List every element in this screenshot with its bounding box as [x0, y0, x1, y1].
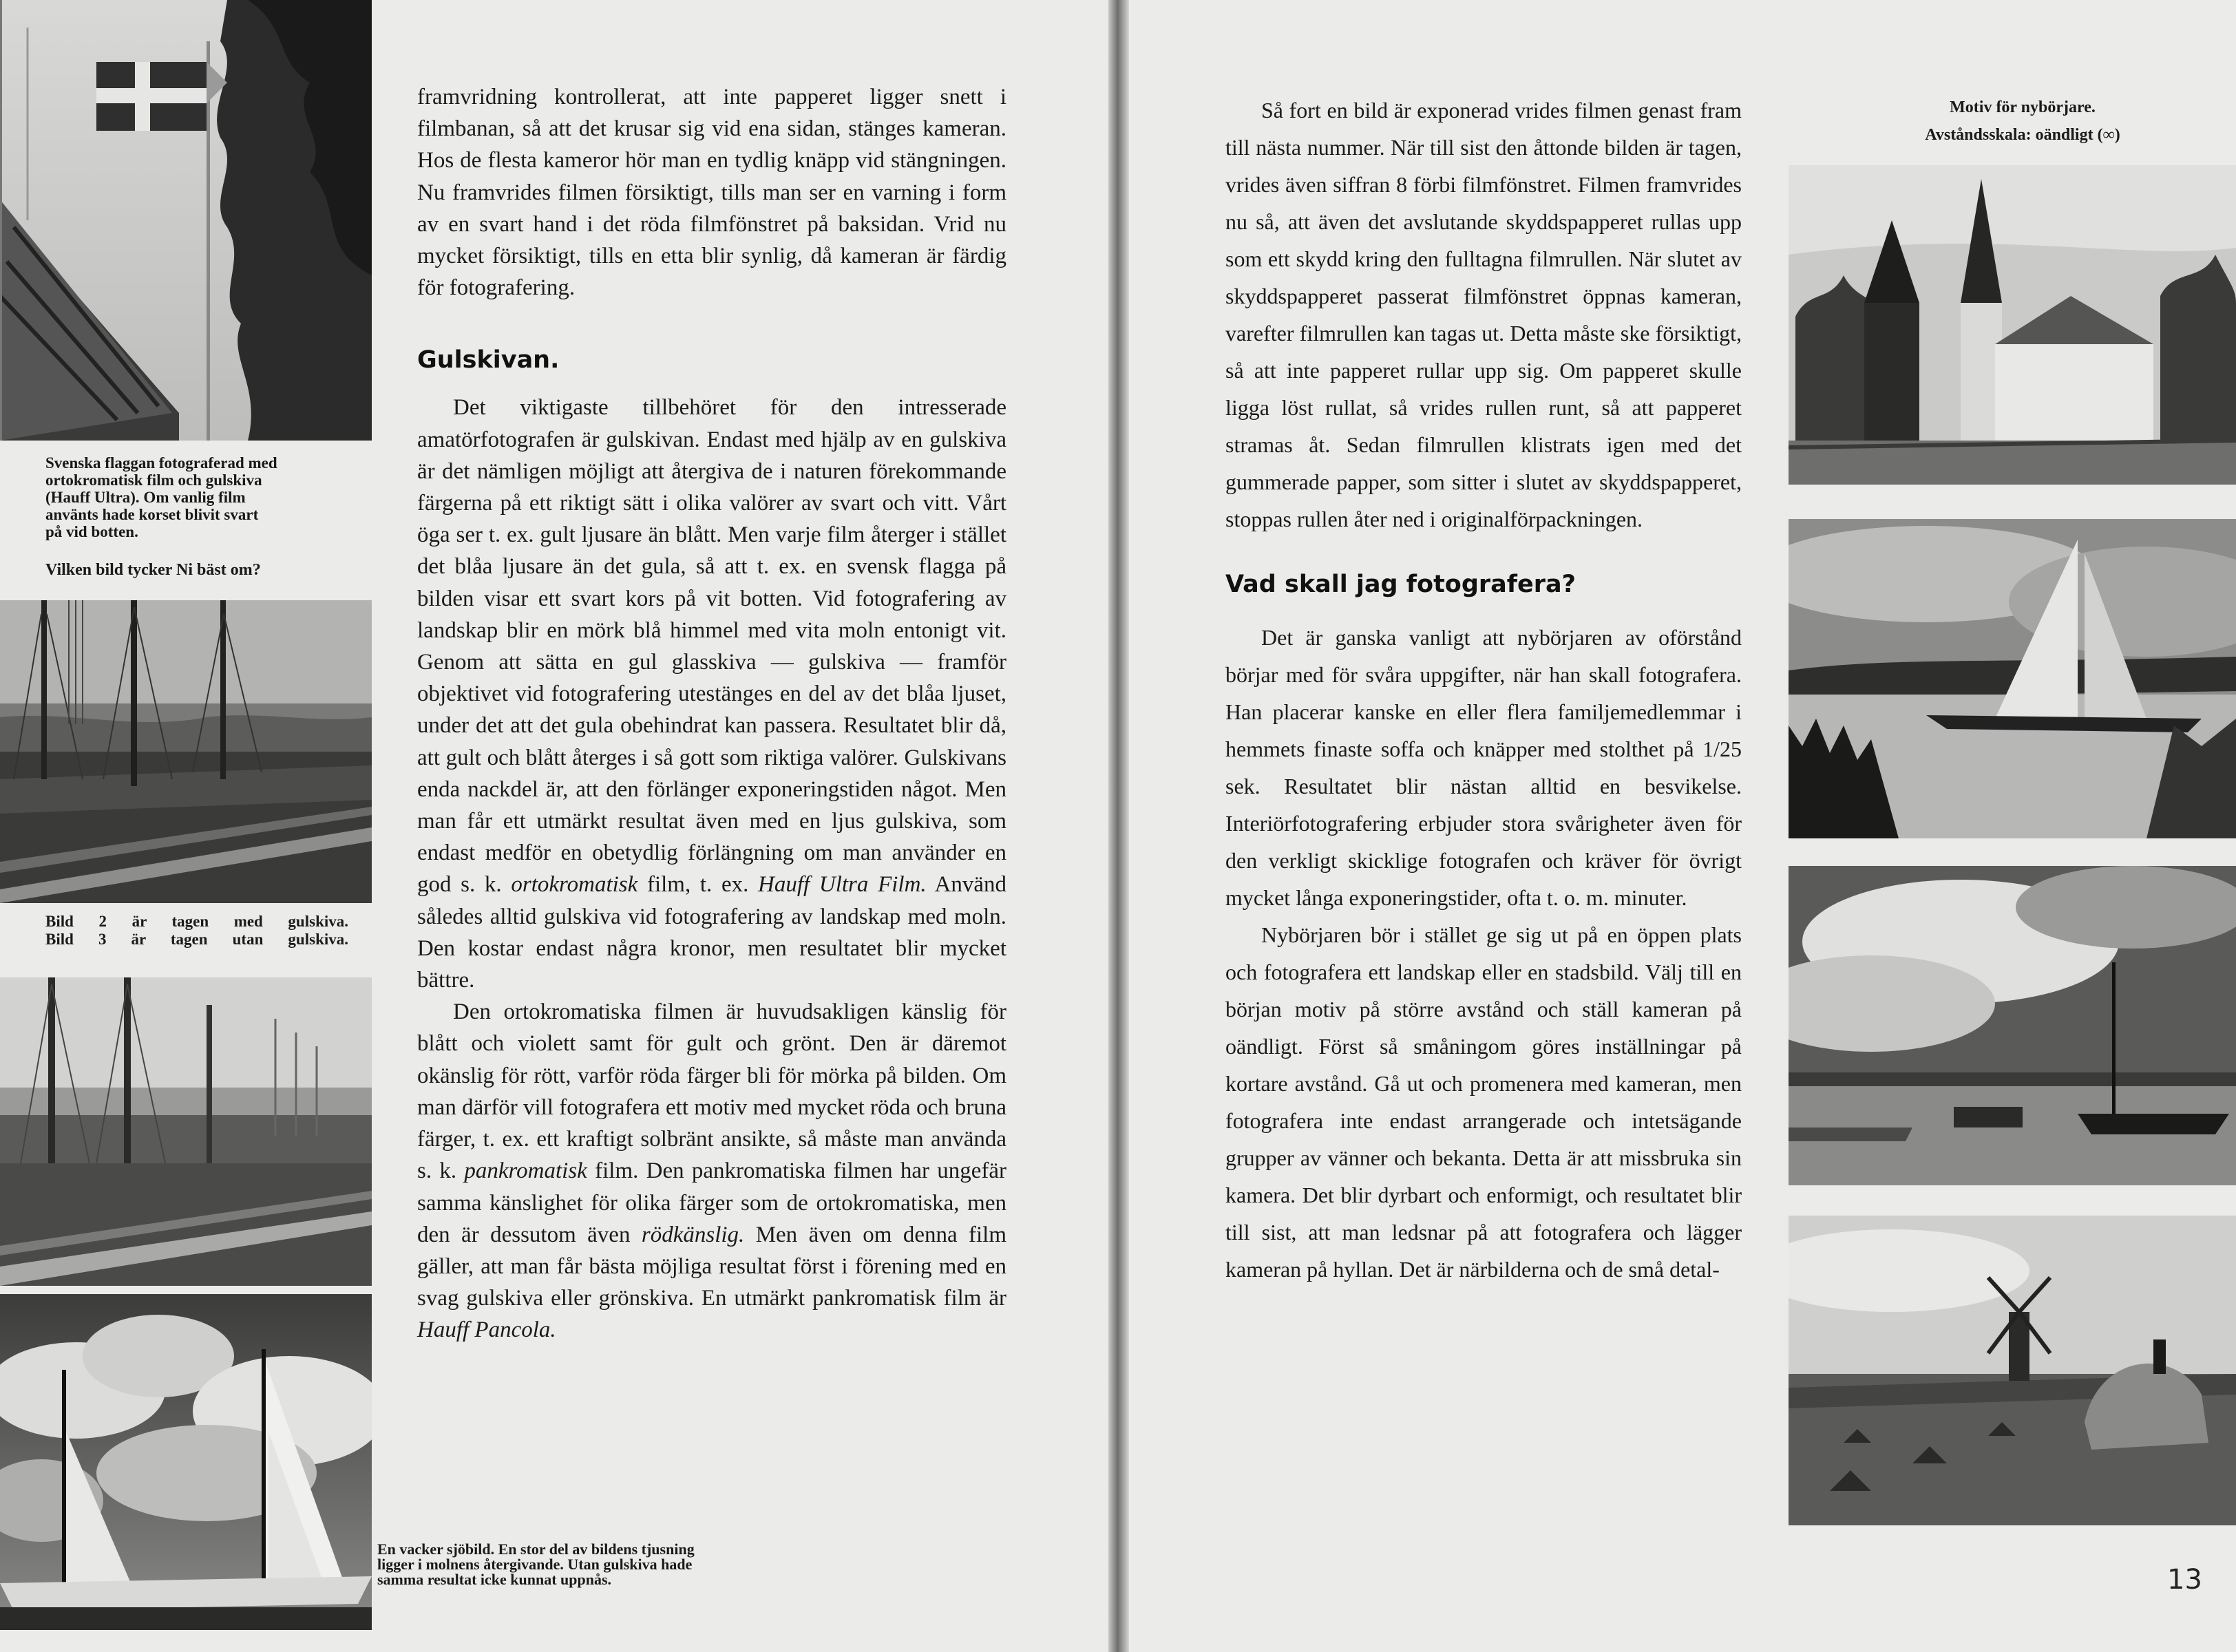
photo-sailing-ship: [0, 1294, 372, 1630]
caption-bild2-bild3: [45, 913, 348, 949]
heading-gulskivan: Gulskivan.: [417, 346, 560, 374]
caption-motiv-line: Motiv för nybörjare.: [1950, 98, 2096, 116]
text-run: film. Den pankromatiska filmen har ungefär samma känslighet för olika färger som de ortokromatiska, men den är dessutom även: [417, 1158, 1007, 1247]
text-emphasis: pankromatisk: [464, 1158, 587, 1184]
caption-sea: [377, 1542, 845, 1587]
photo-harbor-with-filter: [0, 600, 372, 903]
text-run: Men även om denna film gäller, att man får bästa möjliga resultat först i förening med en svag gulskiva eller grönskiva. En utmärkt pankromatisk film är: [417, 1222, 1007, 1311]
caption-motiv-line: Avståndsskala: oändligt (∞): [1925, 126, 2120, 144]
paragraph-nyborjaren-1: Det är ganska vanligt att nybörjaren av oförstånd börjar med för svåra uppgifter, när han skall fotografera. Han placerar kanske en eller flera familjemedlemmar i hemmets finaste soffa och knäpper med stolthet på 1/25 sek. Resultatet blir nästan alltid en besvikelse. Interiörfotografering erbjuder stora svårigheter även för den verkligt skicklige fotografen och kräver för övrigt mycket långa exponeringstider, ofta t. o. m. minuter.: [1225, 625, 1742, 910]
photo-church: [1789, 165, 2236, 485]
text-run: Det viktigaste tillbehöret för den intresserade amatörfotografen är gulskivan. Endast med hjälp av en gulskiva är det nämligen möjligt att återgiva de i naturen förekommande färgerna på ett riktigt sätt i olika valörer av svart och vitt. Vårt öga ser t. ex. gult ljusare än blått. Men varje film återger i stället det blåa ljusare än det gula, så att t. ex. en svensk flagga på bilden visar ett svart kors på vit botten. Vid fotografering av landskap blir en mörk blå himmel med vita moln entonigt vit. Genom att sätta en gul glasskiva — gulskiva — framför objektivet vid fotografering utestänges en del av det blåa ljuset, under det att det gula obehindrat kan passera. Resultatet blir då, att gult och blått återges i så gott som riktiga valörer. Gulskivans enda nackdel är, att den förlänger exponeringstiden något. Men man får ett utmärkt resultat även med en ljus gulskiva, som endast medför en obetydlig förlängning om man använder en god s. k.: [417, 395, 1006, 898]
text-emphasis: rödkänslig.: [641, 1222, 745, 1247]
photo-swedish-flag: [0, 0, 372, 441]
paragraph-filmrulle: Så fort en bild är exponerad vrides filmen genast fram till nästa nummer. När till sist den åttonde bilden är tagen, vrides även siffran 8 förbi filmfönstret. Filmen framvrides nu så, att även det avslutande skyddspapperet rullas upp som ett skydd kring den fulltagna filmrullen. När slutet av skyddspapperet passerat filmfönstret öppnas kameran, varefter filmrullen kan tagas ut. Detta måste ske försiktigt, så att inte papperet rullar upp sig. Om papperet skulle ligga löst rullat, så vrides rullen runt, så att papperet stramas åt. Sedan filmrullen klistrats igen med det gummerade papper, som sitter i slutet av skyddspapperet, stoppas rullen åter ned i originalförpackningen.: [1225, 98, 1742, 531]
text-emphasis: Hauff Ultra Film.: [758, 872, 927, 898]
paragraph-gulskiva-2: [417, 996, 1006, 1346]
text-run: Den ortokromatiska filmen är huvudsakligen känslig för blått och violett samt för gult och grönt. Den är däremot okänslig för rött, varför röda färger bli för mörka på bilden. Om man därför vill fotografera ett motiv med mycket röda och bruna färger, t. ex. ett kraftigt solbränt ansikte, så måste man använda s. k.: [417, 999, 1006, 1184]
text-emphasis: Hauff Pancola.: [417, 1317, 556, 1343]
caption-flag: [45, 454, 348, 540]
heading-vad-skall-jag-fotografera: Vad skall jag fotografera?: [1225, 571, 1576, 598]
text-emphasis: ortokromatisk: [511, 872, 638, 898]
caption-sea-line: En vacker sjöbild. En stor del av bildens tjusning: [377, 1540, 695, 1558]
photo-harbor-without-filter: [0, 977, 372, 1286]
right-page: [1129, 0, 2236, 1652]
text-run: film, t. ex.: [646, 872, 749, 898]
caption-sea-line: ligger i molnens återgivande. Utan gulskiva hade: [377, 1556, 693, 1573]
caption-motiv: [1830, 94, 2215, 149]
photo-windmill-field: [1789, 1216, 2236, 1525]
caption-flag-line: använts hade korset blivit svart: [45, 506, 259, 523]
caption-bild3: Bild 3 är tagen utan gulskiva.: [45, 931, 348, 948]
caption-flag-line: (Hauff Ultra). Om vanlig film: [45, 489, 246, 506]
photo-lake-sailboat: [1789, 519, 2236, 838]
caption-sea-line: samma resultat icke kunnat uppnås.: [377, 1571, 612, 1588]
left-page: [0, 0, 1108, 1652]
page-number: 13: [2167, 1564, 2202, 1596]
right-text-column: [1225, 92, 1742, 1288]
caption-flag-line: ortokromatisk film och gulskiva: [45, 472, 262, 489]
caption-bild2: Bild 2 är tagen med gulskiva.: [45, 913, 348, 930]
caption-flag-line: på vid botten.: [45, 523, 138, 540]
caption-flag-line: Svenska flaggan fotograferad med: [45, 454, 277, 472]
text-run: Använd således alltid gulskiva vid fotografering av landskap med moln. Den kostar endast några kronor, men resultatet blir mycket bättre.: [417, 872, 1006, 993]
paragraph-gulskiva-1: [417, 392, 1006, 996]
book-gutter: [1108, 0, 1129, 1652]
caption-question: Vilken bild tycker Ni bäst om?: [45, 561, 261, 579]
photo-harbor-sky: [1789, 866, 2236, 1185]
paragraph-nyborjaren-2: Nybörjaren bör i stället ge sig ut på en öppen plats och fotografera ett landskap eller en stadsbild. Välj till en början motiv på större avstånd och ställ kameran på oändligt. Först så småningom göres inställningar på kortare avstånd. Gå ut och promenera med kameran, men fotografera inte endast arrangerade och intetsägande grupper av vänner och bekanta. Detta är att missbruka sin kamera. Det blir dyrbart och enformigt, och resultatet blir till sist, att man ledsnar på att fotografera och lägger kameran på hyllan. Det är närbilderna och de små detal-: [1225, 922, 1742, 1282]
left-text-column: [417, 81, 1006, 1346]
paragraph-intro: framvridning kontrollerat, att inte papperet ligger snett i filmbanan, så att det krusar sig vid ena sidan, stänges kameran. Hos de flesta kameror hör man en tydlig knäpp vid stängningen. Nu framvrides filmen försiktigt, tills man ser en varning i form av en svart hand i det röda filmfönstret på baksidan. Vrid nu mycket försiktigt, tills en etta blir synlig, då kameran är färdig för fotografering.: [417, 85, 1006, 301]
